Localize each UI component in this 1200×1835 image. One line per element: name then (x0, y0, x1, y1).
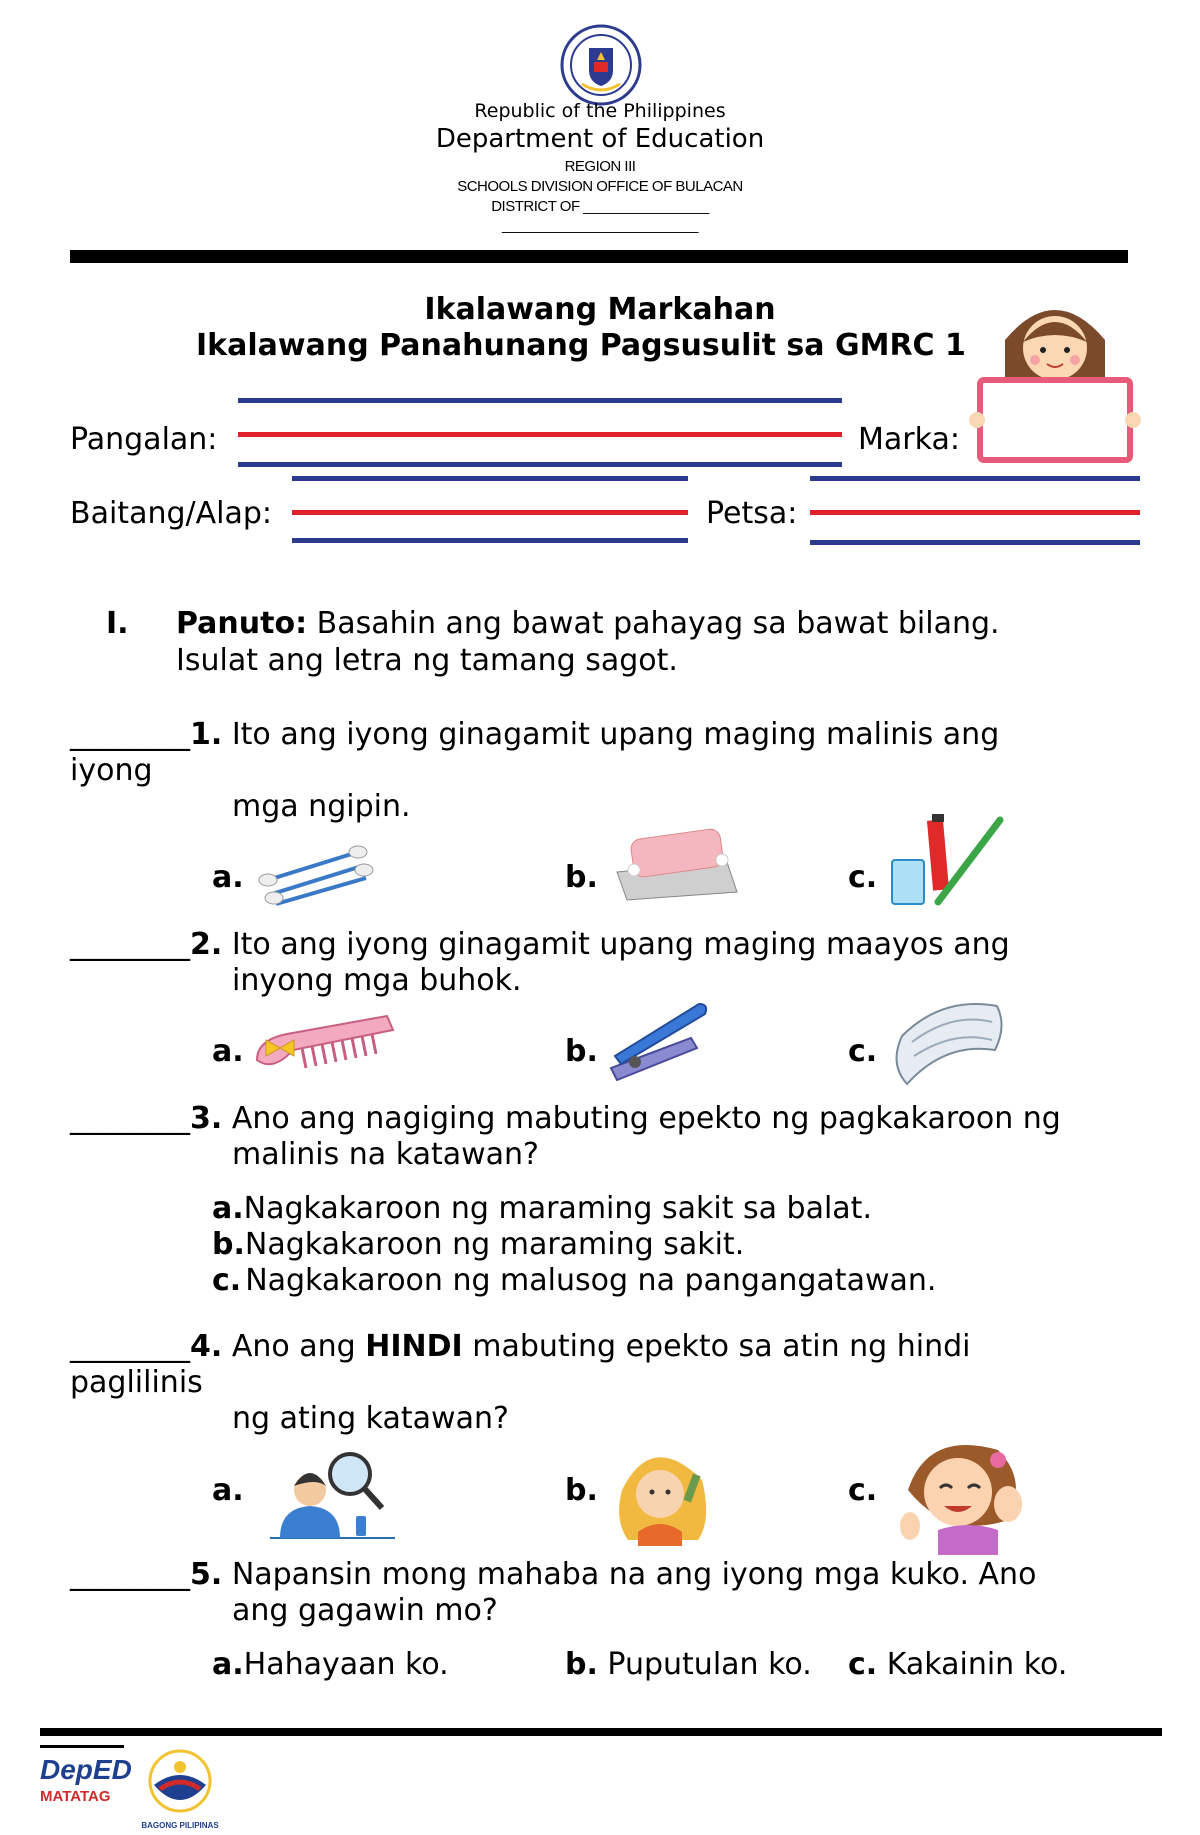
answer-blank-5[interactable]: ________ (70, 1557, 190, 1592)
date-line-bottom (810, 540, 1140, 545)
question-text: Ano ang nagiging mabuting epekto ng pagkakaroon ng (222, 1101, 1061, 1136)
smiling-girl-icon (888, 1430, 1038, 1555)
q2-option-b[interactable]: b. (565, 1034, 598, 1069)
comb-icon (252, 1010, 397, 1080)
answer-blank-2[interactable]: ________ (70, 927, 190, 962)
question-3-line2: malinis na katawan? (232, 1137, 539, 1172)
date-line-top (810, 476, 1140, 481)
child-with-lice-icon (270, 1446, 395, 1541)
bagong-pilipinas-logo (140, 1745, 220, 1830)
question-number: 4. (190, 1329, 223, 1364)
header-department: Department of Education (435, 124, 765, 154)
question-2 (70, 927, 1010, 963)
question-number: 1. (190, 717, 223, 752)
q1-option-b[interactable]: b. (565, 860, 598, 895)
question-5 (70, 1557, 1036, 1593)
header-country: Republic of the Philippines (474, 100, 726, 122)
option-letter: b. (212, 1227, 245, 1262)
question-text: mabuting epekto sa atin ng hindi (462, 1329, 971, 1364)
option-text: Kakainin ko. (877, 1647, 1068, 1682)
date-label: Petsa: (706, 496, 798, 531)
deped-logo-text: DepED (40, 1754, 132, 1785)
name-field[interactable] (238, 432, 842, 437)
question-number: 2. (190, 927, 223, 962)
header-blank-line: _________________________ (501, 217, 699, 234)
cotton-buds-icon (258, 838, 378, 908)
option-text: Hahayaan ko. (243, 1647, 449, 1682)
girl-holding-board-icon (965, 290, 1145, 470)
option-letter: b. (565, 1647, 598, 1682)
option-letter: c. (212, 1263, 242, 1298)
question-text: Ito ang iyong ginagamit upang maging malinis ang (222, 717, 1000, 752)
score-label: Marka: (858, 422, 960, 457)
q5-option-c[interactable] (848, 1647, 1067, 1683)
option-text: Puputulan ko. (597, 1647, 812, 1682)
deped-seal-icon (560, 24, 642, 106)
option-letter: c. (848, 1647, 878, 1682)
q1-option-a[interactable]: a. (212, 860, 244, 895)
q5-option-a[interactable] (212, 1647, 449, 1683)
option-letter: a. (212, 1647, 244, 1682)
q5-option-b[interactable] (565, 1647, 812, 1683)
header-district: DISTRICT OF ________________ (491, 198, 709, 215)
question-text: Napansin mong mahaba na ang iyong mga kuko. Ano (222, 1557, 1037, 1592)
exam-title: Ikalawang Panahunang Pagsusulit sa GMRC 1 (196, 328, 966, 363)
grade-line-top (292, 476, 688, 481)
name-line-top (238, 398, 842, 403)
bagong-pilipinas-text: BAGONG PILIPINAS (141, 1821, 219, 1830)
q2-option-a[interactable]: a. (212, 1034, 244, 1069)
question-text: Ito ang iyong ginagamit upang maging maayos ang (222, 927, 1010, 962)
question-1-line3: mga ngipin. (232, 789, 411, 824)
option-text: Nagkakaroon ng maraming sakit sa balat. (243, 1191, 872, 1226)
towel-icon (892, 996, 1007, 1088)
section-numeral: I. (106, 606, 129, 641)
girl-combing-hair-icon (608, 1440, 718, 1550)
name-line-bottom (238, 462, 842, 467)
question-4-line3: ng ating katawan? (232, 1401, 509, 1436)
option-text: Nagkakaroon ng maraming sakit. (244, 1227, 745, 1262)
answer-blank-1[interactable]: ________ (70, 717, 190, 752)
question-5-line2: ang gagawin mo? (232, 1593, 498, 1628)
toothbrush-toothpaste-icon (888, 810, 1008, 910)
instructions-text2: Isulat ang letra ng tamang sagot. (176, 643, 678, 678)
q2-option-c[interactable]: c. (848, 1034, 878, 1069)
instructions-text1: Basahin ang bawat pahayag sa bawat bilang. (307, 606, 1000, 641)
q3-option-c[interactable] (212, 1263, 936, 1299)
grade-line-bottom (292, 538, 688, 543)
option-text: Nagkakaroon ng malusog na pangangatawan. (245, 1263, 937, 1298)
q1-option-c[interactable]: c. (848, 860, 878, 895)
name-label: Pangalan: (70, 422, 218, 457)
instructions-line1 (176, 606, 1000, 642)
q4-option-a[interactable]: a. (212, 1473, 244, 1508)
question-4-line2: paglilinis (70, 1365, 203, 1400)
header-region: REGION III (564, 158, 636, 175)
question-number: 5. (190, 1557, 223, 1592)
q3-option-a[interactable] (212, 1191, 872, 1227)
grade-field[interactable] (292, 510, 688, 515)
deped-matatag-logo (40, 1745, 132, 1827)
header-rule (70, 250, 1128, 263)
nail-clipper-icon (605, 996, 715, 1086)
q4-option-c[interactable]: c. (848, 1473, 878, 1508)
answer-blank-3[interactable]: ________ (70, 1101, 190, 1136)
question-3 (70, 1101, 1061, 1137)
quarter-title: Ikalawang Markahan (424, 292, 776, 327)
header-division: SCHOOLS DIVISION OFFICE OF BULACAN (457, 178, 743, 195)
question-number: 3. (190, 1101, 223, 1136)
q3-option-b[interactable] (212, 1227, 744, 1263)
matatag-logo-text: MATATAG (40, 1788, 111, 1805)
footer-rule (40, 1728, 1162, 1736)
question-emphasis: HINDI (365, 1329, 463, 1364)
option-letter: a. (212, 1191, 244, 1226)
question-1-line2: iyong (70, 753, 153, 788)
date-field[interactable] (810, 510, 1140, 515)
grade-label: Baitang/Alap: (70, 496, 273, 531)
q4-option-b[interactable]: b. (565, 1473, 598, 1508)
instructions-label: Panuto: (176, 606, 308, 641)
question-4 (70, 1329, 970, 1365)
soap-icon (612, 822, 742, 902)
question-1 (70, 717, 999, 753)
question-2-line2: inyong mga buhok. (232, 963, 522, 998)
answer-blank-4[interactable]: ________ (70, 1329, 190, 1364)
question-text: Ano ang (222, 1329, 366, 1364)
